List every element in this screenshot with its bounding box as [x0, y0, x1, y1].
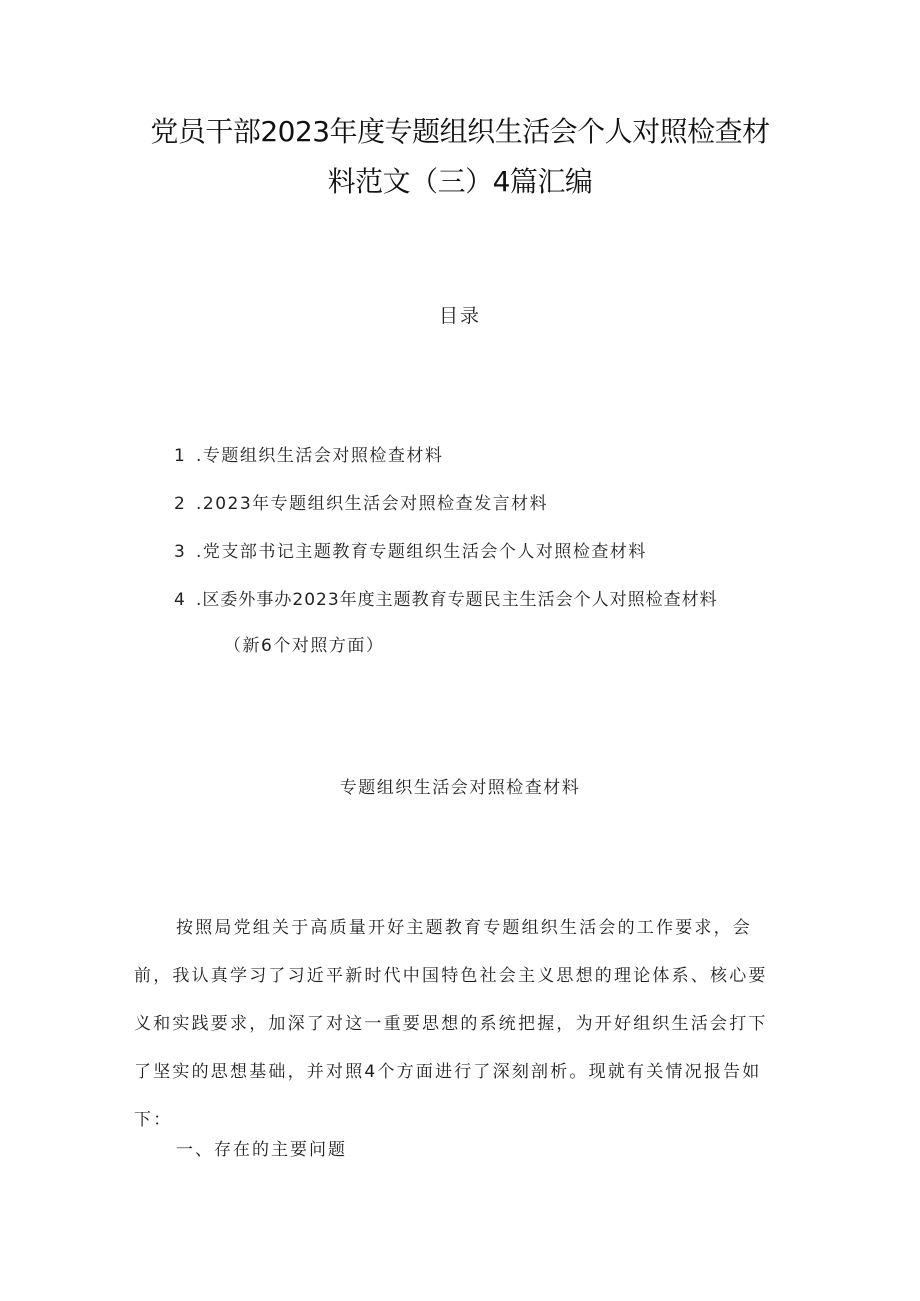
paragraph-line: 下： — [134, 1110, 173, 1130]
toc-item-number: 3 — [174, 542, 187, 562]
paragraph-line: 义和实践要求，加深了对这一重要思想的系统把握，为开好组织生活会打下 — [134, 1014, 768, 1034]
section-subheading: 一、存在的主要问题 — [176, 1140, 347, 1160]
paragraph-line: 前，我认真学习了习近平新时代中国特色社会主义思想的理论体系、核心要 — [134, 966, 768, 986]
toc-item-text: .党支部书记主题教育专题组织生活会个人对照检查材料 — [196, 542, 647, 562]
toc-item-text: .专题组织生活会对照检查材料 — [196, 446, 444, 466]
document-title-line-2: 料范文（三）4篇汇编 — [327, 165, 593, 198]
toc-item-text: .2023年专题组织生活会对照检查发言材料 — [196, 494, 549, 514]
toc-item-continuation: （新6个对照方面） — [224, 636, 385, 656]
section-title: 专题组织生活会对照检查材料 — [339, 778, 581, 798]
paragraph-line: 按照局党组关于高质量开好主题教育专题组织生活会的工作要求，会 — [176, 918, 752, 938]
toc-item-number: 1 — [174, 446, 187, 466]
toc-item-number: 2 — [174, 494, 187, 514]
toc-heading: 目录 — [438, 305, 481, 327]
paragraph-line: 了坚实的思想基础，并对照4个方面进行了深刻剖析。现就有关情况报告如 — [134, 1062, 762, 1082]
toc-item[interactable] — [174, 586, 718, 614]
toc-item-number: 4 — [174, 590, 186, 610]
toc-item[interactable] — [174, 538, 647, 566]
toc-item-text: .区委外事办2023年度主题教育专题民主生活会个人对照检查材料 — [196, 590, 718, 610]
document-title-line-1: 党员干部2023年度专题组织生活会个人对照检查材 — [150, 115, 770, 148]
toc-item[interactable] — [174, 490, 548, 518]
toc-item[interactable] — [174, 442, 443, 470]
